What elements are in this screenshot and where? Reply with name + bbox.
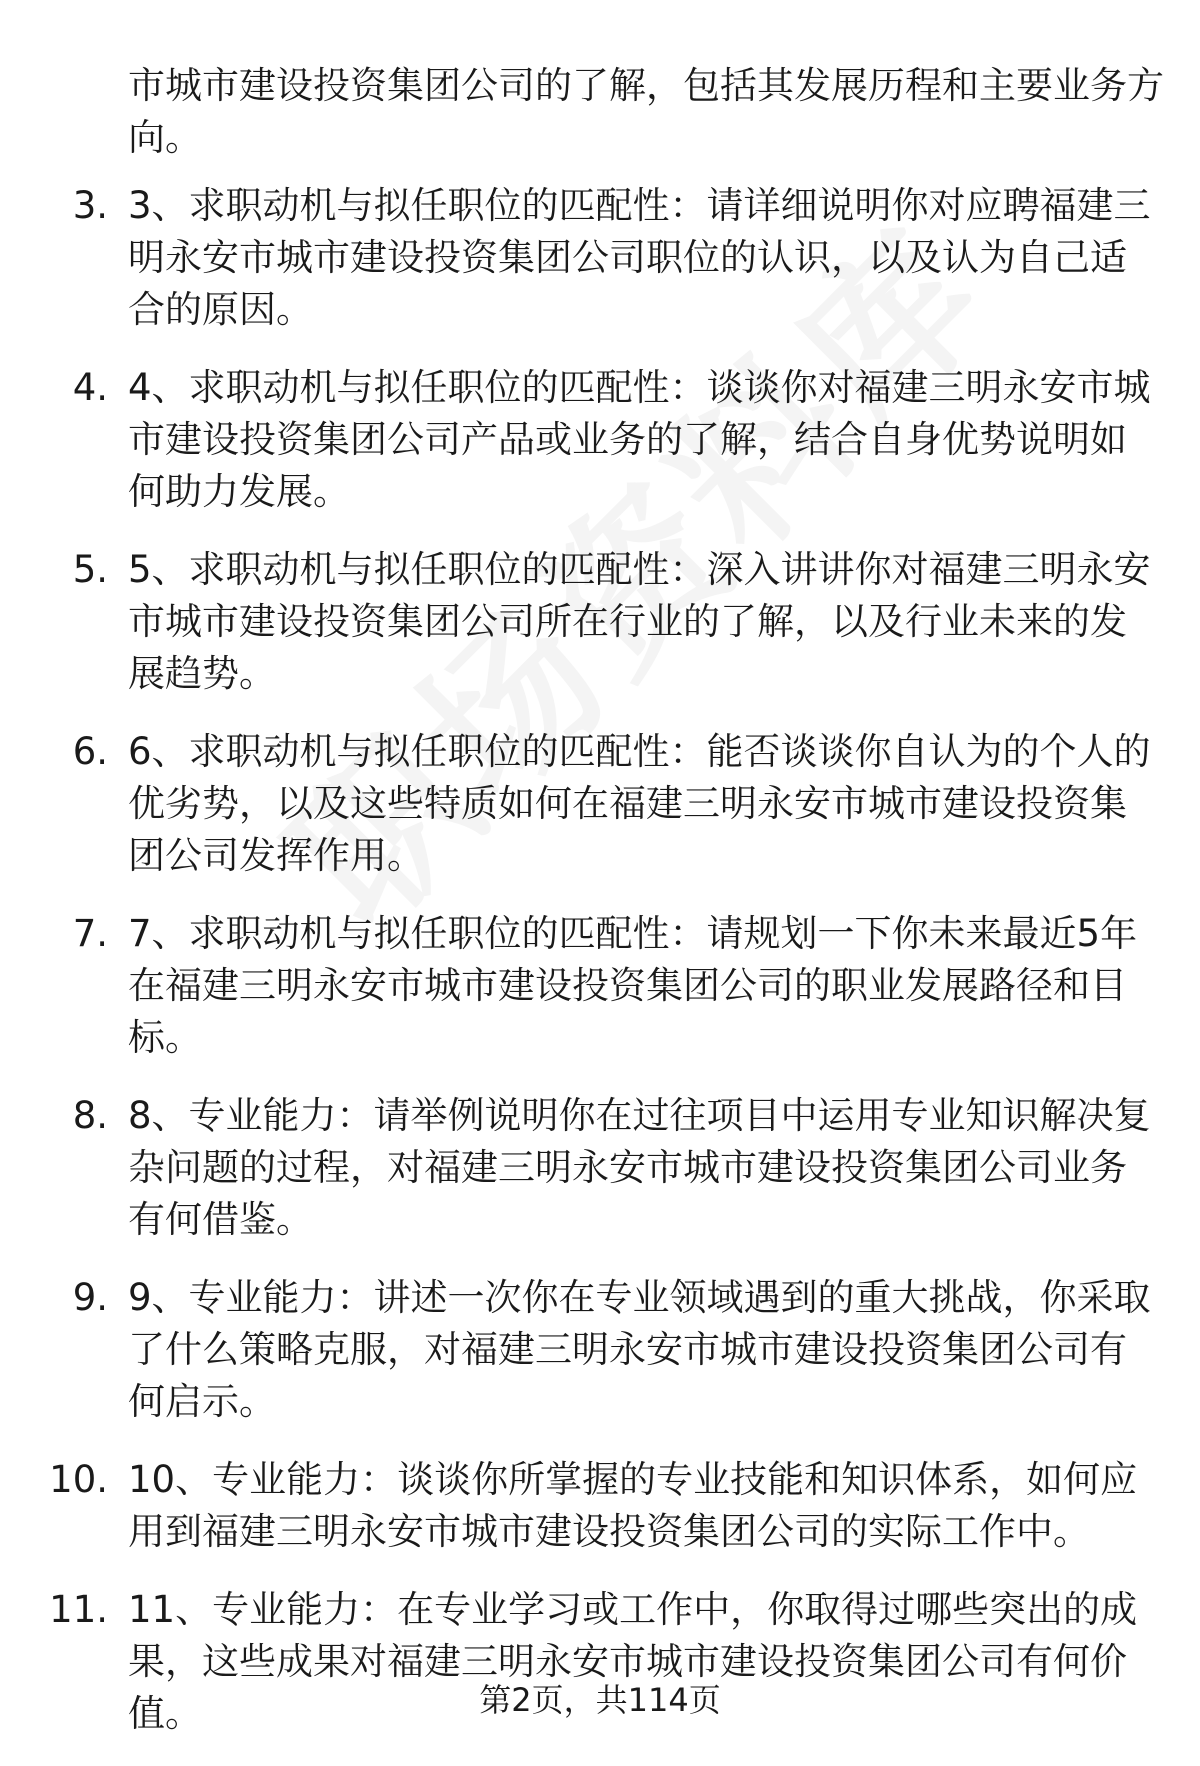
list-item xyxy=(0,544,1200,700)
list-item xyxy=(0,726,1200,882)
list-item-number: 9. xyxy=(72,1276,108,1319)
list-item-text: 8、专业能力：请举例说明你在过往项目中运用专业知识解决复杂问题的过程，对福建三明永安市城市建设投资集团公司业务有何借鉴。 xyxy=(128,1094,1151,1241)
list-item-text: 5、求职动机与拟任职位的匹配性：深入讲讲你对福建三明永安市城市建设投资集团公司所在行业的了解，以及行业未来的发展趋势。 xyxy=(128,548,1151,695)
list-item-text: 10、专业能力：谈谈你所掌握的专业技能和知识体系，如何应用到福建三明永安市城市建设投资集团公司的实际工作中。 xyxy=(128,1458,1138,1553)
list-item-number: 11. xyxy=(49,1588,108,1631)
list-item-number: 5. xyxy=(72,548,108,591)
list-item-text: 11、专业能力：在专业学习或工作中，你取得过哪些突出的成果，这些成果对福建三明永安市城市建设投资集团公司有何价值。 xyxy=(128,1588,1138,1735)
list-item-number: 6. xyxy=(72,730,108,773)
list-item-number: 7. xyxy=(72,912,108,955)
list-item-number: 3. xyxy=(72,184,108,227)
list-item-text: 3、求职动机与拟任职位的匹配性：请详细说明你对应聘福建三明永安市城市建设投资集团公司职位的认识，以及认为自己适合的原因。 xyxy=(128,184,1151,331)
question-list xyxy=(0,180,1200,1766)
list-item xyxy=(0,1454,1200,1558)
page-footer: 第2页，共114页 xyxy=(479,1681,721,1719)
list-item xyxy=(0,1090,1200,1246)
list-item xyxy=(0,908,1200,1064)
list-item-number: 10. xyxy=(49,1458,108,1501)
continuation-paragraph: 市城市建设投资集团公司的了解，包括其发展历程和主要业务方向。 xyxy=(128,64,1164,159)
list-item-number: 8. xyxy=(72,1094,108,1137)
list-item xyxy=(0,362,1200,518)
list-item-text: 4、求职动机与拟任职位的匹配性：谈谈你对福建三明永安市城市建设投资集团公司产品或业务的了解，结合自身优势说明如何助力发展。 xyxy=(128,366,1151,513)
list-item xyxy=(0,1272,1200,1428)
list-item-number: 4. xyxy=(72,366,108,409)
list-item-text: 7、求职动机与拟任职位的匹配性：请规划一下你未来最近5年在福建三明永安市城市建设投资集团公司的职业发展路径和目标。 xyxy=(128,912,1138,1059)
list-item-text: 6、求职动机与拟任职位的匹配性：能否谈谈你自认为的个人的优劣势，以及这些特质如何在福建三明永安市城市建设投资集团公司发挥作用。 xyxy=(128,730,1151,877)
list-item-text: 9、专业能力：讲述一次你在专业领域遇到的重大挑战，你采取了什么策略克服，对福建三明永安市城市建设投资集团公司有何启示。 xyxy=(128,1276,1151,1423)
list-item xyxy=(0,180,1200,336)
